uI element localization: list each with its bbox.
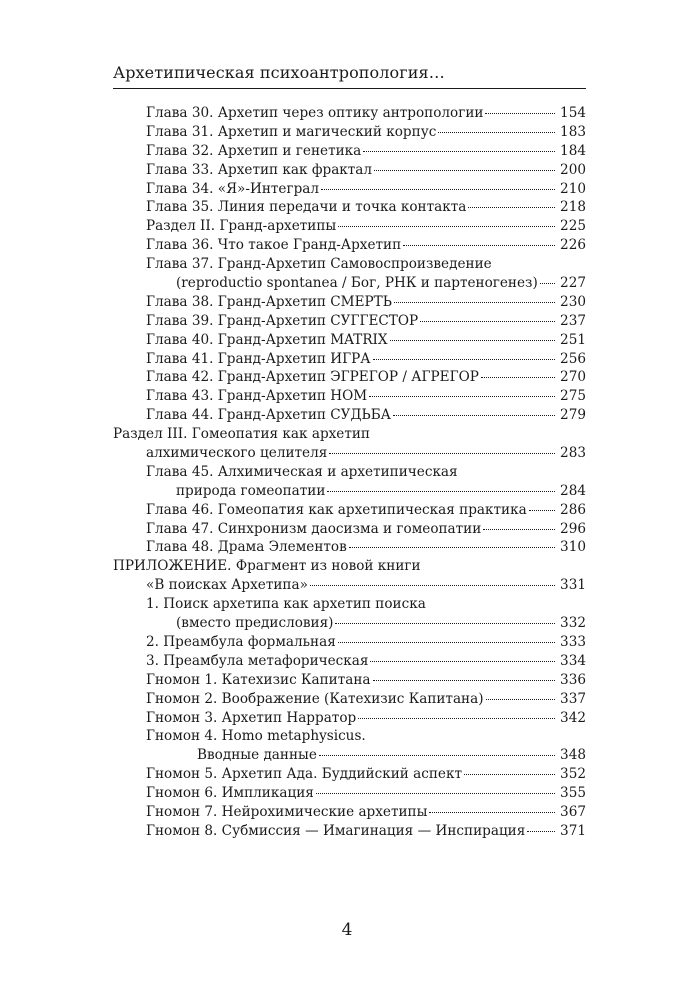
toc-entry-page: 332 (560, 615, 586, 632)
toc-dot-leader (373, 679, 555, 681)
toc-entry-page: 237 (560, 312, 586, 329)
toc-dot-leader (335, 622, 555, 624)
toc-dot-leader (527, 830, 555, 832)
toc-entry (113, 425, 586, 444)
toc-entry-title: Вводные данные (197, 747, 317, 764)
toc-dot-leader (358, 717, 555, 719)
toc-entry (113, 293, 586, 312)
toc-entry-title: Глава 46. Гомеопатия как архетипическая практика (146, 501, 527, 518)
toc-entry-page: 154 (560, 105, 586, 121)
toc-entry-page: 310 (560, 539, 586, 556)
toc-entry (113, 463, 586, 482)
toc-entry (113, 104, 586, 123)
toc-entry-title: Глава 47. Синхронизм даосизма и гомеопатии (146, 520, 482, 537)
toc-entry (113, 822, 586, 841)
toc-entry-page: 226 (560, 237, 586, 254)
toc-entry (113, 784, 586, 803)
toc-entry (113, 614, 586, 633)
toc-entry-title: Гномон 6. Импликация (146, 785, 314, 802)
toc-dot-leader (338, 641, 555, 643)
toc-entry-title: Гномон 5. Архетип Ада. Буддийский аспект (146, 766, 462, 783)
toc-dot-leader (374, 169, 555, 171)
toc-dot-leader (429, 811, 555, 813)
toc-entry (113, 217, 586, 236)
toc-entry-title: Гномон 4. Homo metaphysicus. (146, 728, 366, 745)
toc-entry-title: Глава 31. Архетип и магический корпус (146, 123, 437, 140)
toc-entry (113, 198, 586, 217)
toc-entry-title: Глава 37. Гранд-Архетип Самовоспроизведение (146, 256, 492, 273)
table-of-contents (113, 104, 586, 841)
toc-entry-title: Глава 32. Архетип и генетика (146, 142, 362, 159)
toc-entry-page: 227 (560, 275, 586, 292)
toc-entry (113, 387, 586, 406)
toc-entry (113, 709, 586, 728)
toc-dot-leader (316, 792, 555, 794)
toc-entry-title: Глава 44. Гранд-Архетип СУДЬБА (146, 407, 391, 424)
toc-entry (113, 727, 586, 746)
toc-entry-title: природа гомеопатии (176, 482, 326, 499)
toc-entry-title: «В поисках Архетипа» (146, 577, 308, 594)
toc-entry-title: (reproductio spontanea / Бог, РНК и партеногенез) (176, 275, 538, 292)
toc-dot-leader (483, 528, 555, 530)
toc-entry-page: 296 (560, 520, 586, 537)
toc-entry (113, 746, 586, 765)
toc-entry (113, 501, 586, 520)
toc-entry-title: Гномон 8. Субмиссия — Имагинация — Инспирация (146, 822, 526, 839)
toc-entry (113, 576, 586, 595)
toc-entry (113, 595, 586, 614)
toc-entry (113, 444, 586, 463)
toc-dot-leader (485, 112, 555, 114)
toc-entry (113, 406, 586, 425)
running-header: Архетипическая психоантропология… (113, 63, 445, 82)
toc-entry-title: Глава 38. Гранд-Архетип СМЕРТЬ (146, 293, 392, 310)
toc-entry-title: 2. Преамбула формальная (146, 633, 336, 650)
toc-dot-leader (403, 244, 555, 246)
toc-dot-leader (394, 301, 555, 303)
toc-entry-title: (вместо предисловия) (176, 615, 334, 632)
toc-entry-title: ПРИЛОЖЕНИЕ. Фрагмент из новой книги (113, 558, 421, 575)
toc-entry-page: 184 (560, 142, 586, 159)
toc-entry (113, 482, 586, 501)
toc-entry-title: Глава 45. Алхимическая и архетипическая (146, 463, 458, 480)
toc-entry (113, 312, 586, 331)
toc-entry (113, 520, 586, 539)
toc-entry (113, 690, 586, 709)
toc-dot-leader (329, 452, 555, 454)
toc-entry-page: 256 (560, 350, 586, 367)
toc-dot-leader (481, 376, 555, 378)
toc-dot-leader (321, 188, 555, 190)
toc-entry-page: 284 (560, 482, 586, 499)
toc-entry-title: Глава 40. Гранд-Архетип MATRIX (146, 331, 388, 348)
toc-entry-title: алхимического целителя (146, 445, 328, 462)
toc-entry-page: 336 (560, 671, 586, 688)
toc-entry-title: Глава 41. Гранд-Архетип ИГРА (146, 350, 371, 367)
toc-dot-leader (438, 131, 555, 133)
toc-entry-page: 334 (560, 652, 586, 669)
toc-entry-title: Раздел II. Гранд-архетипы (146, 218, 337, 235)
toc-entry-title: Гномон 1. Катехизис Капитана (146, 671, 371, 688)
toc-entry-title: Гномон 7. Нейрохимические архетипы (146, 803, 428, 820)
toc-entry (113, 331, 586, 350)
toc-dot-leader (369, 395, 555, 397)
toc-entry-page: 355 (560, 785, 586, 802)
toc-entry-page: 225 (560, 218, 586, 235)
toc-entry (113, 255, 586, 274)
toc-entry-title: 3. Преамбула метафорическая (146, 652, 369, 669)
toc-dot-leader (363, 150, 555, 152)
toc-entry-title: Глава 42. Гранд-Архетип ЭГРЕГОР / АГРЕГОР (146, 369, 479, 386)
toc-entry (113, 161, 586, 180)
toc-entry-title: Гномон 2. Воображение (Катехизис Капитана) (146, 690, 484, 707)
toc-dot-leader (390, 339, 555, 341)
toc-entry-page: 200 (560, 161, 586, 178)
toc-entry (113, 652, 586, 671)
toc-dot-leader (420, 320, 555, 322)
toc-entry (113, 274, 586, 293)
toc-entry (113, 123, 586, 142)
toc-entry (113, 142, 586, 161)
toc-dot-leader (464, 773, 555, 775)
toc-entry (113, 236, 586, 255)
toc-entry-page: 275 (560, 388, 586, 405)
header-rule (113, 88, 586, 89)
toc-entry-title: Глава 33. Архетип как фрактал (146, 161, 373, 178)
toc-entry (113, 765, 586, 784)
toc-entry-title: 1. Поиск архетипа как архетип поиска (146, 596, 426, 613)
toc-entry (113, 350, 586, 369)
toc-dot-leader (370, 660, 555, 662)
toc-entry-page: 342 (560, 709, 586, 726)
toc-entry-page: 251 (560, 331, 586, 348)
toc-entry-page: 371 (560, 822, 586, 839)
toc-entry-page: 279 (560, 407, 586, 424)
toc-dot-leader (373, 358, 555, 360)
toc-entry-title: Раздел III. Гомеопатия как архетип (113, 426, 370, 443)
toc-entry-page: 210 (560, 180, 586, 197)
toc-entry-title: Глава 36. Что такое Гранд-Архетип (146, 237, 402, 254)
toc-entry (113, 633, 586, 652)
toc-entry-title: Глава 39. Гранд-Архетип СУГГЕСТОР (146, 312, 419, 329)
toc-entry (113, 671, 586, 690)
toc-entry-title: Глава 34. «Я»-Интеграл (146, 180, 320, 197)
toc-entry-title: Гномон 3. Архетип Нарратор (146, 709, 357, 726)
toc-entry-page: 333 (560, 633, 586, 650)
toc-entry-page: 331 (560, 577, 586, 594)
toc-entry-page: 270 (560, 369, 586, 386)
toc-entry-page: 337 (560, 690, 586, 707)
toc-dot-leader (468, 206, 555, 208)
page-number: 4 (341, 920, 353, 940)
toc-entry (113, 180, 586, 199)
toc-entry-page: 183 (560, 123, 586, 140)
toc-entry-page: 352 (560, 766, 586, 783)
toc-entry-title: Глава 35. Линия передачи и точка контакта (146, 199, 467, 216)
toc-entry-title: Глава 30. Архетип через оптику антропологии (146, 105, 484, 121)
toc-entry (113, 557, 586, 576)
toc-entry-page: 367 (560, 803, 586, 820)
toc-entry-page: 218 (560, 199, 586, 216)
toc-dot-leader (349, 546, 555, 548)
toc-dot-leader (319, 754, 555, 756)
toc-dot-leader (529, 509, 555, 511)
toc-dot-leader (338, 225, 555, 227)
toc-entry-page: 230 (560, 293, 586, 310)
toc-dot-leader (310, 584, 555, 586)
toc-entry (113, 803, 586, 822)
toc-dot-leader (540, 282, 555, 284)
toc-dot-leader (486, 698, 555, 700)
toc-entry-title: Глава 48. Драма Элементов (146, 539, 347, 556)
toc-entry (113, 538, 586, 557)
toc-entry-page: 348 (560, 747, 586, 764)
toc-entry (113, 368, 586, 387)
toc-entry-page: 283 (560, 445, 586, 462)
toc-dot-leader (327, 490, 555, 492)
toc-entry-page: 286 (560, 501, 586, 518)
toc-entry-title: Глава 43. Гранд-Архетип НОМ (146, 388, 368, 405)
toc-dot-leader (393, 414, 555, 416)
